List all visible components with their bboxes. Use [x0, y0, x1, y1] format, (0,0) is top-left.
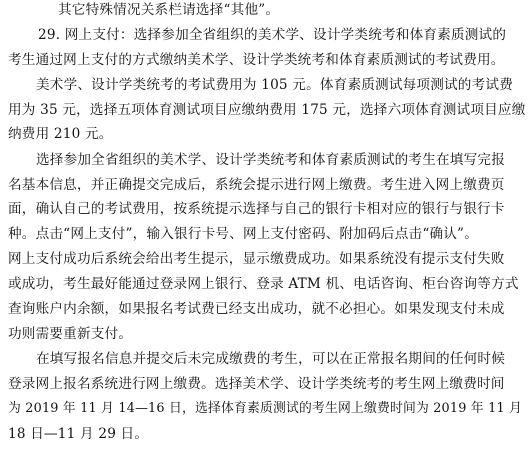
text-line: 查询账户内余额，如果报名考试费已经支出成功，就不必担心。如果发现支付未成	[8, 301, 505, 317]
text-line: 在填写报名信息并提交后未完成缴费的考生，可以在正常报名期间的任何时候	[36, 351, 505, 367]
text-line: 纳费用 210 元。	[8, 126, 113, 142]
text-line: 考生通过网上支付的方式缴纳美术学、设计学类统考和体育素质测试的考试费用。	[8, 52, 505, 68]
text-line: 名基本信息，并正确提交完成后，系统会提示进行网上缴费。考生进入网上缴费页	[8, 177, 505, 193]
text-line: 或成功，考生最好能通过登录网上银行、登录 ATM 机、电话咨询、柜台咨询等方式	[8, 276, 519, 292]
text-line: 其它特殊情况关系栏请选择“其他”。	[58, 2, 280, 18]
text-line: 为 2019 年 11 月 14—16 日，选择体育素质测试的考生网上缴费时间为 2019 年 11 月	[8, 401, 523, 416]
text-line: 18 日—11 月 29 日。	[8, 426, 149, 442]
text-line: 选择参加全省组织的美术学、设计学类统考和体育素质测试的考生在填写完报	[36, 152, 505, 168]
text-line: 29. 网上支付：选择参加全省组织的美术学、设计学类统考和体育素质测试的	[38, 27, 507, 43]
text-line: 功则需要重新支付。	[8, 326, 133, 342]
text-line: 美术学、设计学类统考的考试费用为 105 元。体育素质测试每项测试的考试费	[36, 77, 513, 93]
text-line: 登录网上报名系统进行网上缴费。选择美术学、设计学类统考的考生网上缴费时间	[8, 376, 505, 392]
text-line: 网上支付成功后系统会给出考生提示，显示缴费成功。如果系统没有提示支付失败	[8, 251, 505, 267]
text-line: 种。点击“网上支付”，输入银行卡号、网上支付密码、附加码后点击“确认”。	[8, 226, 478, 242]
text-line: 用为 35 元，选择五项体育测试项目应缴纳费用 175 元，选择六项体育测试项目应缴	[8, 102, 526, 118]
text-line: 面，确认自己的考试费用，按系统提示选择与自己的银行卡相对应的银行与银行卡	[8, 201, 505, 217]
